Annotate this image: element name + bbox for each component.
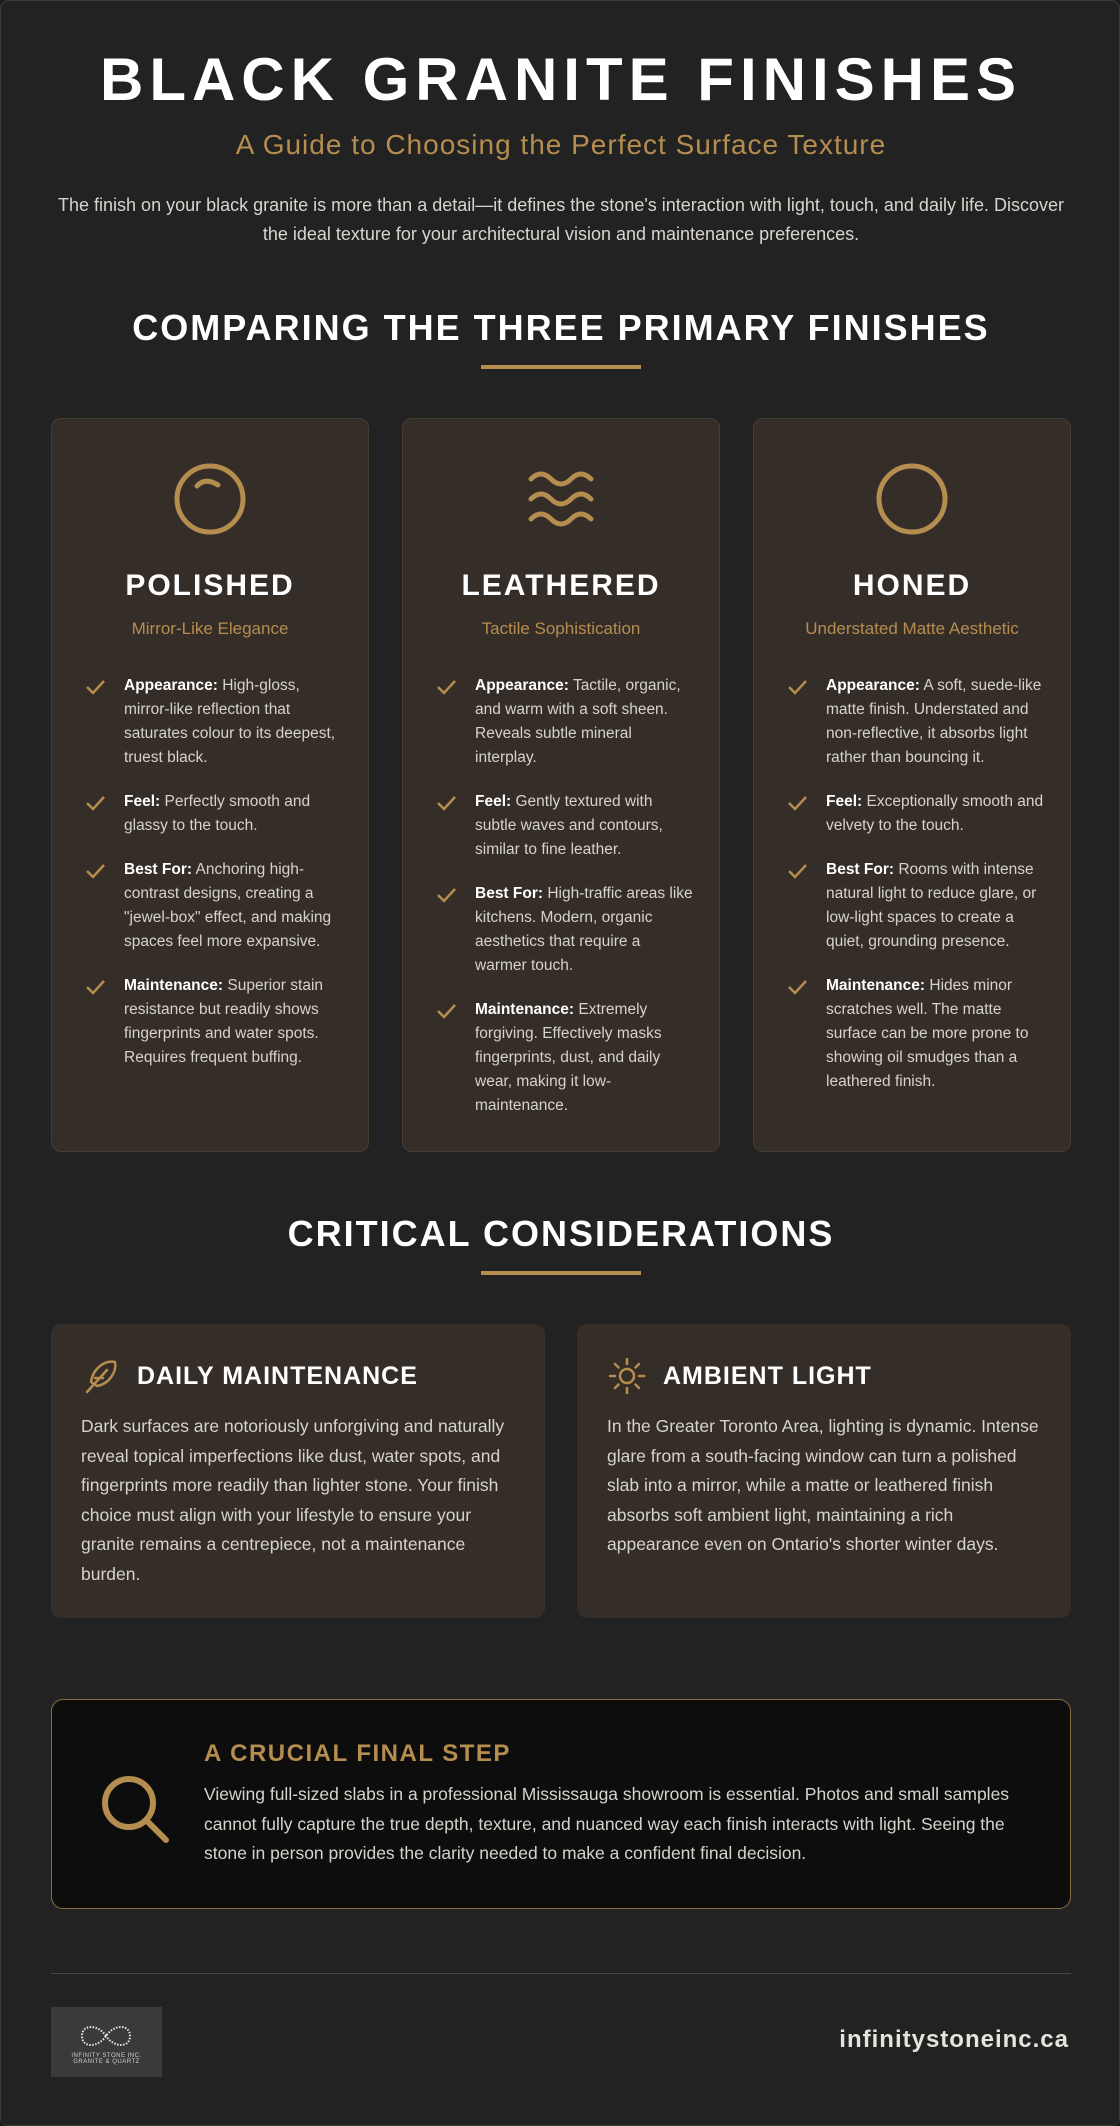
attribute-feel: [84, 790, 344, 838]
consideration-header: [607, 1356, 872, 1396]
attribute-text: Superior stain resistance but readily shows fingerprints and water spots. Requires frequent buffing.: [124, 977, 324, 1066]
finish-tagline: Mirror-Like Elegance: [131, 619, 289, 638]
search-icon: [96, 1770, 176, 1850]
finish-name: HONED: [852, 569, 972, 602]
considerations-title: CRITICAL CONSIDERATIONS: [287, 1213, 835, 1254]
infinity-logo-icon: [76, 2021, 136, 2051]
consideration-header: [81, 1356, 418, 1396]
attribute-label: Best For:: [475, 885, 544, 902]
attribute-best-for: [786, 858, 1046, 954]
check-icon: [786, 978, 808, 996]
circle-icon: [754, 461, 1070, 537]
company-logo: [51, 2007, 162, 2077]
check-icon: [435, 678, 457, 696]
smile-circle-icon: [52, 461, 368, 537]
attribute-maintenance: [84, 974, 344, 1070]
attribute-text: High-traffic areas like kitchens. Modern, organic aesthetics that require a warmer touch.: [475, 885, 693, 974]
attribute-label: Appearance:: [475, 677, 569, 694]
attribute-best-for: [435, 882, 695, 978]
check-icon: [84, 678, 106, 696]
intro-text: The finish on your black granite is more than a detail—it defines the stone's interaction with light, touch, and daily life. Discover the ideal texture for your architectural vision and maintenance preferences.: [58, 195, 1064, 244]
attribute-appearance: [435, 674, 695, 770]
attribute-label: Maintenance:: [124, 977, 224, 994]
consideration-card-light: [577, 1324, 1071, 1618]
attribute-text: Perfectly smooth and glassy to the touch.: [124, 793, 311, 834]
finish-attributes: [786, 674, 1046, 1114]
check-icon: [435, 1002, 457, 1020]
finish-attributes: [84, 674, 344, 1090]
finish-tagline: Tactile Sophistication: [481, 619, 641, 638]
attribute-label: Best For:: [124, 861, 193, 878]
attribute-best-for: [84, 858, 344, 954]
attribute-label: Feel:: [475, 793, 512, 810]
attribute-text: Gently textured with subtle waves and contours, similar to fine leather.: [475, 793, 663, 858]
finish-card-honed: [753, 418, 1071, 1152]
page-subtitle: A Guide to Choosing the Perfect Surface Texture: [235, 129, 887, 160]
attribute-feel: [435, 790, 695, 862]
consideration-title: DAILY MAINTENANCE: [137, 1361, 418, 1390]
attribute-maintenance: [786, 974, 1046, 1094]
finish-tagline: Understated Matte Aesthetic: [805, 619, 1019, 638]
attribute-text: Exceptionally smooth and velvety to the touch.: [826, 793, 1044, 834]
attribute-text: Tactile, organic, and warm with a soft sheen. Reveals subtle mineral interplay.: [475, 677, 681, 766]
finish-card-polished: [51, 418, 369, 1152]
attribute-label: Feel:: [826, 793, 863, 810]
page-title: BLACK GRANITE FINISHES: [99, 46, 1023, 113]
footer-divider: [51, 1973, 1071, 1974]
finish-card-leathered: [402, 418, 720, 1152]
check-icon: [435, 886, 457, 904]
feather-icon: [81, 1356, 121, 1396]
section-divider: [481, 1271, 641, 1275]
check-icon: [786, 794, 808, 812]
check-icon: [84, 978, 106, 996]
consideration-title: AMBIENT LIGHT: [663, 1361, 872, 1390]
attribute-label: Appearance:: [124, 677, 218, 694]
finish-name: LEATHERED: [461, 569, 661, 602]
consideration-body: Dark surfaces are notoriously unforgiving and naturally reveal topical imperfections like dust, water spots, and fingerprints more readily than lighter stone. Your finish choice must align with your lifestyle to ensure your granite remains a centrepiece, not a maintenance burden.: [81, 1416, 505, 1584]
check-icon: [786, 862, 808, 880]
logo-subtext: GRANITE & QUARTZ: [73, 2059, 140, 2065]
consideration-card-maintenance: [51, 1324, 545, 1618]
attribute-maintenance: [435, 998, 695, 1118]
attribute-label: Feel:: [124, 793, 161, 810]
attribute-feel: [786, 790, 1046, 838]
section-divider: [481, 365, 641, 369]
check-icon: [84, 862, 106, 880]
attribute-text: High-gloss, mirror-like reflection that saturates colour to its deepest, truest black.: [124, 677, 336, 766]
sun-icon: [607, 1356, 647, 1396]
logo-text: INFINITY STONE INC.: [71, 2053, 142, 2059]
check-icon: [435, 794, 457, 812]
final-step-callout: [51, 1699, 1071, 1909]
attribute-text: Hides minor scratches well. The matte surface can be more prone to showing oil smudges than a leathered finish.: [826, 977, 1029, 1090]
finish-attributes: [435, 674, 695, 1138]
attribute-appearance: [786, 674, 1046, 770]
attribute-label: Appearance:: [826, 677, 920, 694]
website-link[interactable]: infinitystoneinc.ca: [839, 2026, 1069, 2053]
attribute-text: Extremely forgiving. Effectively masks fingerprints, dust, and daily wear, making it low-maintenance.: [475, 1001, 662, 1114]
comparison-title: COMPARING THE THREE PRIMARY FINISHES: [132, 307, 990, 348]
attribute-text: Rooms with intense natural light to reduce glare, or low-light spaces to create a quiet, grounding presence.: [826, 861, 1037, 950]
final-step-body: Viewing full-sized slabs in a professional Mississauga showroom is essential. Photos and small samples cannot fully capture the true depth, texture, and nuanced way each finish interacts with light. Seeing the stone in person provides the clarity needed to make a confident final decision.: [204, 1784, 1010, 1863]
attribute-text: Anchoring high-contrast designs, creating a "jewel-box" effect, and making spaces feel more expansive.: [124, 861, 332, 950]
attribute-label: Maintenance:: [826, 977, 926, 994]
final-step-title: A CRUCIAL FINAL STEP: [204, 1740, 511, 1767]
finish-name: POLISHED: [125, 569, 295, 602]
check-icon: [84, 794, 106, 812]
check-icon: [786, 678, 808, 696]
attribute-label: Best For:: [826, 861, 895, 878]
attribute-text: A soft, suede-like matte finish. Understated and non-reflective, it absorbs light rather than bouncing it.: [826, 677, 1042, 766]
attribute-appearance: [84, 674, 344, 770]
consideration-body: In the Greater Toronto Area, lighting is dynamic. Intense glare from a south-facing window can turn a polished slab into a mirror, while a matte or leathered finish absorbs soft ambient light, maintaining a rich appearance even on Ontario's shorter winter days.: [607, 1416, 1039, 1554]
attribute-label: Maintenance:: [475, 1001, 575, 1018]
header: [1, 45, 1120, 249]
waves-icon: [403, 461, 719, 537]
